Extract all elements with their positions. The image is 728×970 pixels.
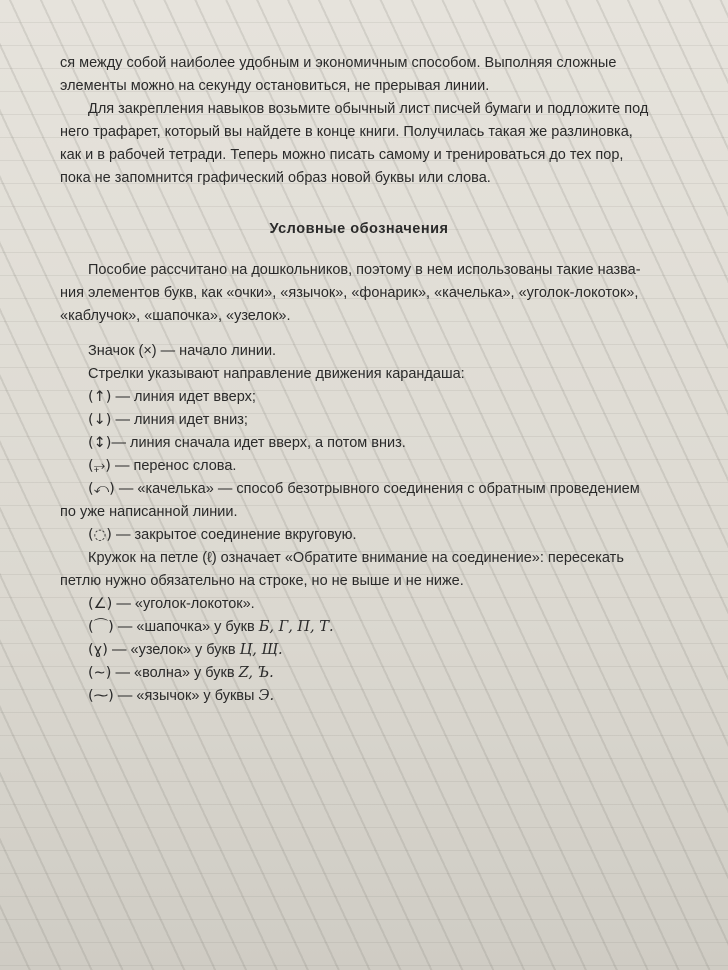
legend-item-cap: (⌒) — «шапочка» у букв Б, Г, П, Т.: [60, 616, 728, 639]
knot-icon: (ɣ): [88, 642, 108, 658]
swing-icon: (⤺): [88, 481, 115, 497]
legend-item-arrows: Стрелки указывают направление движения карандаша:: [88, 366, 465, 382]
wave-icon: (∼): [88, 665, 112, 681]
corner-icon: (∠): [88, 596, 113, 612]
para2-line-4: пока не запомнится графический образ новой буквы или слова.: [60, 170, 491, 186]
para2-line-3: как и в рабочей тетради. Теперь можно писать самому и тренироваться до тех пор,: [60, 147, 624, 163]
section-heading: Условные обозначения: [269, 221, 449, 237]
legend-item-swing: (⤺) — «качелька» — способ безотрывного соединения с обратным проведением: [60, 478, 728, 501]
legend-item-start: Значок (×) — начало линии.: [88, 343, 277, 359]
para2-line-2: него трафарет, который вы найдете в конце книги. Получилась такая же разлиновка,: [60, 124, 633, 140]
legend-item-knot: (ɣ) — «узелок» у букв Ц, Щ.: [60, 639, 728, 662]
section-para-line-3: «каблучок», «шапочка», «узелок».: [60, 308, 291, 324]
legend-item-corner: (∠) — «уголок-локоток».: [60, 593, 728, 616]
tongue-icon: (⁓): [88, 688, 114, 704]
legend-item-loop-cont: петлю нужно обязательно на строке, но не выше и не ниже.: [60, 573, 464, 589]
legend-item-loop: Кружок на петле (ℓ) означает «Обратите внимание на соединение»: пересекать: [88, 550, 624, 566]
arrow-down-icon: (↓): [88, 412, 112, 428]
legend-item-up-down: (↕)— линия сначала идет вверх, а потом вниз.: [60, 432, 728, 455]
legend-item-closed: (◌) — закрытое соединение вкруговую.: [60, 524, 728, 547]
closed-loop-icon: (◌): [88, 527, 112, 543]
arrow-up-down-icon: (↕): [88, 435, 112, 451]
section-para-line-1: Пособие рассчитано на дошкольников, поэтому в нем использованы такие назва-: [88, 262, 641, 278]
word-wrap-icon: (⥅): [88, 458, 111, 474]
section-para-line-2: ния элементов букв, как «очки», «язычок», «фонарик», «качелька», «уголок-локоток»,: [60, 285, 639, 301]
legend-item-up: (↑) — линия идет вверх;: [60, 386, 728, 409]
page-text: [60, 52, 728, 708]
legend-item-hyphen: (⥅) — перенос слова.: [60, 455, 728, 478]
legend-item-swing-cont: по уже написанной линии.: [60, 504, 238, 520]
arrow-up-icon: (↑): [88, 389, 112, 405]
legend-item-tongue: (⁓) — «язычок» у буквы Э.: [60, 685, 728, 708]
intro-line-1: ся между собой наиболее удобным и экономичным способом. Выполняя сложные: [60, 55, 617, 71]
intro-line-2: элементы можно на секунду остановиться, не прерывая линии.: [60, 78, 490, 94]
legend-item-down: (↓) — линия идет вниз;: [60, 409, 728, 432]
cap-icon: (⌒): [88, 619, 114, 635]
para2-line-1: Для закрепления навыков возьмите обычный лист писчей бумаги и подложите под: [88, 101, 649, 117]
legend-item-wave: (∼) — «волна» у букв Z, Ъ.: [60, 662, 728, 685]
